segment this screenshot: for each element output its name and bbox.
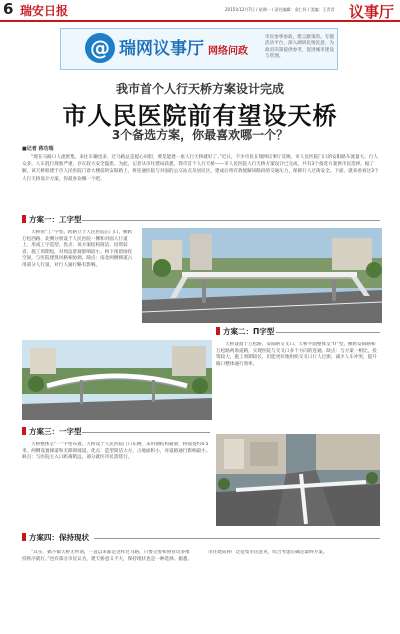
section-name: 议事厅: [348, 3, 394, 21]
dateline: 2015年12月7日 / 星期一 / 责任编辑：金仁怀 / 美编：王青青: [225, 7, 335, 12]
banner-tag: 网络问政: [208, 46, 248, 57]
paper-name: 瑞安日报: [20, 4, 69, 18]
section-divider: [94, 538, 380, 539]
section-1-heading: 方案一：工字型: [22, 214, 82, 227]
section-divider: [82, 432, 210, 433]
scheme-1-rendering: [142, 228, 382, 323]
section-4-heading: 方案四：保持现状: [22, 532, 89, 545]
section-divider: [82, 220, 380, 221]
section-4-text: “其实，搞不搞天桥无所谓，一直以来都是这样过马路，只要交警和协管员多维持秩序就行。”也有部分市民认为，建天桥意义不大，保持现状也是一种选择。据悉，市住建局将广泛征集市民意见，综合考虑后确定最终方案。: [22, 550, 328, 562]
section-marker-icon: [22, 427, 26, 435]
article-intro: “现在马路口人流密集，来往车辆也多，过马路总是提心吊胆，要是能建一座人行天桥就好了。”近日，不少市民在瑞网议事厅反映，市人民医院门口的安阳路车流量大、行人众多，人车混行现象严重，存在较大安全隐患。为此，记者从市住建局获悉，我市首个人行天桥——市人民医院人行天桥方案设计已完成，共有3个备选方案供市民选择。据了解，该天桥拟建于市人民医院门诊大楼前的安阳路上，将连通医院与对面的公交站点及居民区，建成后将有效缓解该路段的交通压力，保障行人过街安全。下面，就来看看这3个人行天桥设计方案，你最喜欢哪一个吧。: [22, 155, 379, 182]
scheme-2-aerial-rendering: [216, 434, 380, 526]
scheme-2-rendering: [22, 340, 212, 420]
section-divider: [276, 332, 380, 333]
section-marker-icon: [216, 327, 220, 335]
section-1-text: 天桥由“工”字型、跨路立于人民医院正门口，横跨万松西路，北侧分别设于人民医院一侧和对面人行道上，形成工字造型。优点：该方案结构简洁，投资较省，施工周期短，对周边景观影响较小，桥下预留绿化空间，与医院建筑风格相协调。缺点：南北两侧梯道占用部分人行道，对行人通行略有影响。: [22, 230, 133, 268]
section-marker-icon: [22, 533, 26, 541]
column-banner: [60, 28, 338, 70]
article-kicker: 我市首个人行天桥方案设计完成: [115, 82, 284, 96]
section-3-text: 天桥整体呈“一”字型布置，天桥设于人民医院门口东侧，采用钢结构箱梁，桥面宽约4.5米，两侧设置梯道和无障碍坡道。优点：造型简洁大方，占地面积小，对道路通行影响最小。缺点：与医院主入口距离稍远，部分就医市民需绕行。: [22, 442, 211, 461]
banner-title: 瑞网议事厅 网络问政: [119, 39, 248, 59]
section-2-heading: 方案二：П字型: [216, 326, 274, 339]
section-marker-icon: [22, 215, 26, 223]
section-2-text: 天桥设置于万松路、安阳路交叉口，天桥平面整体呈“П”型，横跨安阳路和万松路两条道路，实现医院与交叉口多个方向的连通。缺点：与方案一相比，投资较大，施工周期较长，但能更好地组织交叉口行人过街，减少人车冲突，提升路口整体通行效率。: [216, 342, 377, 367]
article-headline: 市人民医院前有望设天桥: [62, 101, 338, 130]
masthead: [0, 0, 400, 22]
article-subhead: 3个备选方案，你最喜欢哪一个？: [111, 128, 289, 142]
section-3-heading: 方案三：一字型: [22, 426, 82, 439]
at-logo-icon: @: [85, 33, 115, 63]
page-number: 6: [3, 0, 14, 18]
banner-description: 市民参事参政，建言献策的。专题活动平台，深入调研民情民意，为政府决策提供参考，促进城市建设与管理。: [265, 35, 334, 60]
byline: ■记者 蒋功瑞: [22, 146, 54, 152]
